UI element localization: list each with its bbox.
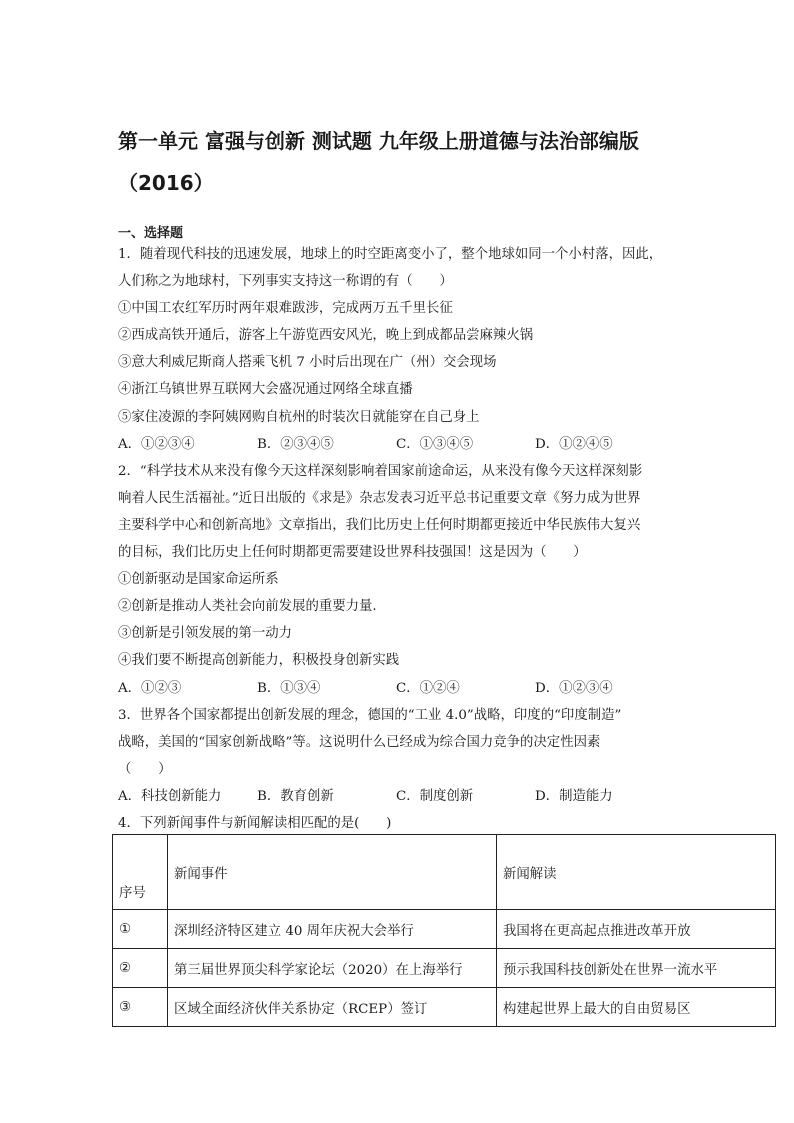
option-c[interactable]: C．①③④⑤	[396, 436, 474, 452]
option-b[interactable]: B．②③④⑤	[257, 436, 334, 452]
statement-item: ③创新是引领发展的第一动力	[118, 626, 293, 642]
table-row	[113, 949, 776, 988]
question-stem-line: 的目标，我们比历史上任何时期都更需要建设世界科技强国！这是因为（ ）	[118, 545, 587, 561]
option-a[interactable]: A．科技创新能力	[118, 788, 222, 804]
section-heading: 一、选择题	[118, 226, 184, 241]
question-stem-line: 战略，美国的“国家创新战略”等。这说明什么已经成为综合国力竞争的决定性因素	[118, 734, 601, 750]
table-cell: ①	[113, 910, 168, 949]
option-d[interactable]: D．①②④⑤	[535, 436, 613, 452]
table-cell: 构建起世界上最大的自由贸易区	[497, 988, 776, 1027]
question-stem-line: 响着人民生活福祉。”近日出版的《求是》杂志发表习近平总书记重要文章《努力成为世界	[118, 490, 641, 506]
statement-item: ①中国工农红军历时两年艰难跋涉，完成两万五千里长征	[118, 301, 453, 317]
table-header-cell: 序号	[113, 835, 168, 910]
option-a[interactable]: A．①②③	[118, 680, 182, 696]
question-stem-line: 1．随着现代科技的迅速发展，地球上的时空距离变小了，整个地球如同一个小村落，因此，	[118, 247, 663, 262]
table-header-row	[113, 835, 776, 910]
question-stem-line: （ ）	[118, 761, 172, 777]
question-stem-line: 2．“科学技术从来没有像今天这样深刻影响着国家前途命运，从来没有像今天这样深刻影	[118, 463, 643, 479]
option-c[interactable]: C．制度创新	[396, 788, 474, 804]
option-d[interactable]: D．①②③④	[535, 680, 613, 696]
statement-item: ②西成高铁开通后，游客上午游览西安风光，晚上到成都品尝麻辣火锅	[118, 328, 534, 344]
table-row	[113, 910, 776, 949]
table-cell: 预示我国科技创新处在世界一流水平	[497, 949, 776, 988]
statement-item: ②创新是推动人类社会向前发展的重要力量.	[118, 599, 377, 615]
table-cell: 区域全面经济伙伴关系协定（RCEP）签订	[168, 988, 497, 1027]
table-cell: 我国将在更高起点推进改革开放	[497, 910, 776, 949]
question-2	[118, 458, 678, 702]
question-stem-line: 4．下列新闻事件与新闻解读相匹配的是( )	[118, 815, 392, 831]
option-a[interactable]: A．①②③④	[118, 436, 195, 452]
question-body	[118, 241, 678, 837]
question-stem-line: 主要科学中心和创新高地》文章指出，我们比历史上任何时期都更接近中华民族伟大复兴	[118, 517, 641, 533]
statement-item: ④我们要不断提高创新能力，积极投身创新实践	[118, 653, 400, 669]
table-cell: ③	[113, 988, 168, 1027]
option-b[interactable]: B．教育创新	[257, 788, 334, 804]
question-3	[118, 702, 678, 810]
option-b[interactable]: B．①③④	[257, 680, 321, 696]
page-title: 第一单元 富强与创新 测试题 九年级上册道德与法治部编版（2016）	[118, 129, 639, 195]
statement-item: ⑤家住凌源的李阿姨网购自杭州的时装次日就能穿在自己身上	[118, 409, 480, 425]
table-cell: 深圳经济特区建立 40 周年庆祝大会举行	[168, 910, 497, 949]
statement-item: ④浙江乌镇世界互联网大会盛况通过网络全球直播	[118, 382, 413, 398]
table-cell: ②	[113, 949, 168, 988]
answer-options	[118, 783, 678, 810]
table-cell: 第三届世界顶尖科学家论坛（2020）在上海举行	[168, 949, 497, 988]
question-1	[118, 241, 678, 458]
table-row	[113, 988, 776, 1027]
question-stem-line: 3．世界各个国家都提出创新发展的理念，德国的“工业 4.0”战略，印度的“印度制造”	[118, 707, 622, 723]
question-stem-line: 人们称之为地球村，下列事实支持这一称谓的有（ ）	[118, 274, 453, 290]
question-4	[118, 810, 678, 837]
option-c[interactable]: C．①②④	[396, 680, 460, 696]
answer-options	[118, 431, 678, 458]
statement-item: ③意大利威尼斯商人搭乘飞机 7 小时后出现在广（州）交会现场	[118, 355, 497, 371]
statement-item: ①创新驱动是国家命运所系	[118, 572, 279, 588]
table-header-cell: 新闻事件	[168, 835, 497, 910]
news-table	[112, 834, 776, 1027]
table-header-cell: 新闻解读	[497, 835, 776, 910]
answer-options	[118, 675, 678, 702]
option-d[interactable]: D．制造能力	[535, 788, 613, 804]
